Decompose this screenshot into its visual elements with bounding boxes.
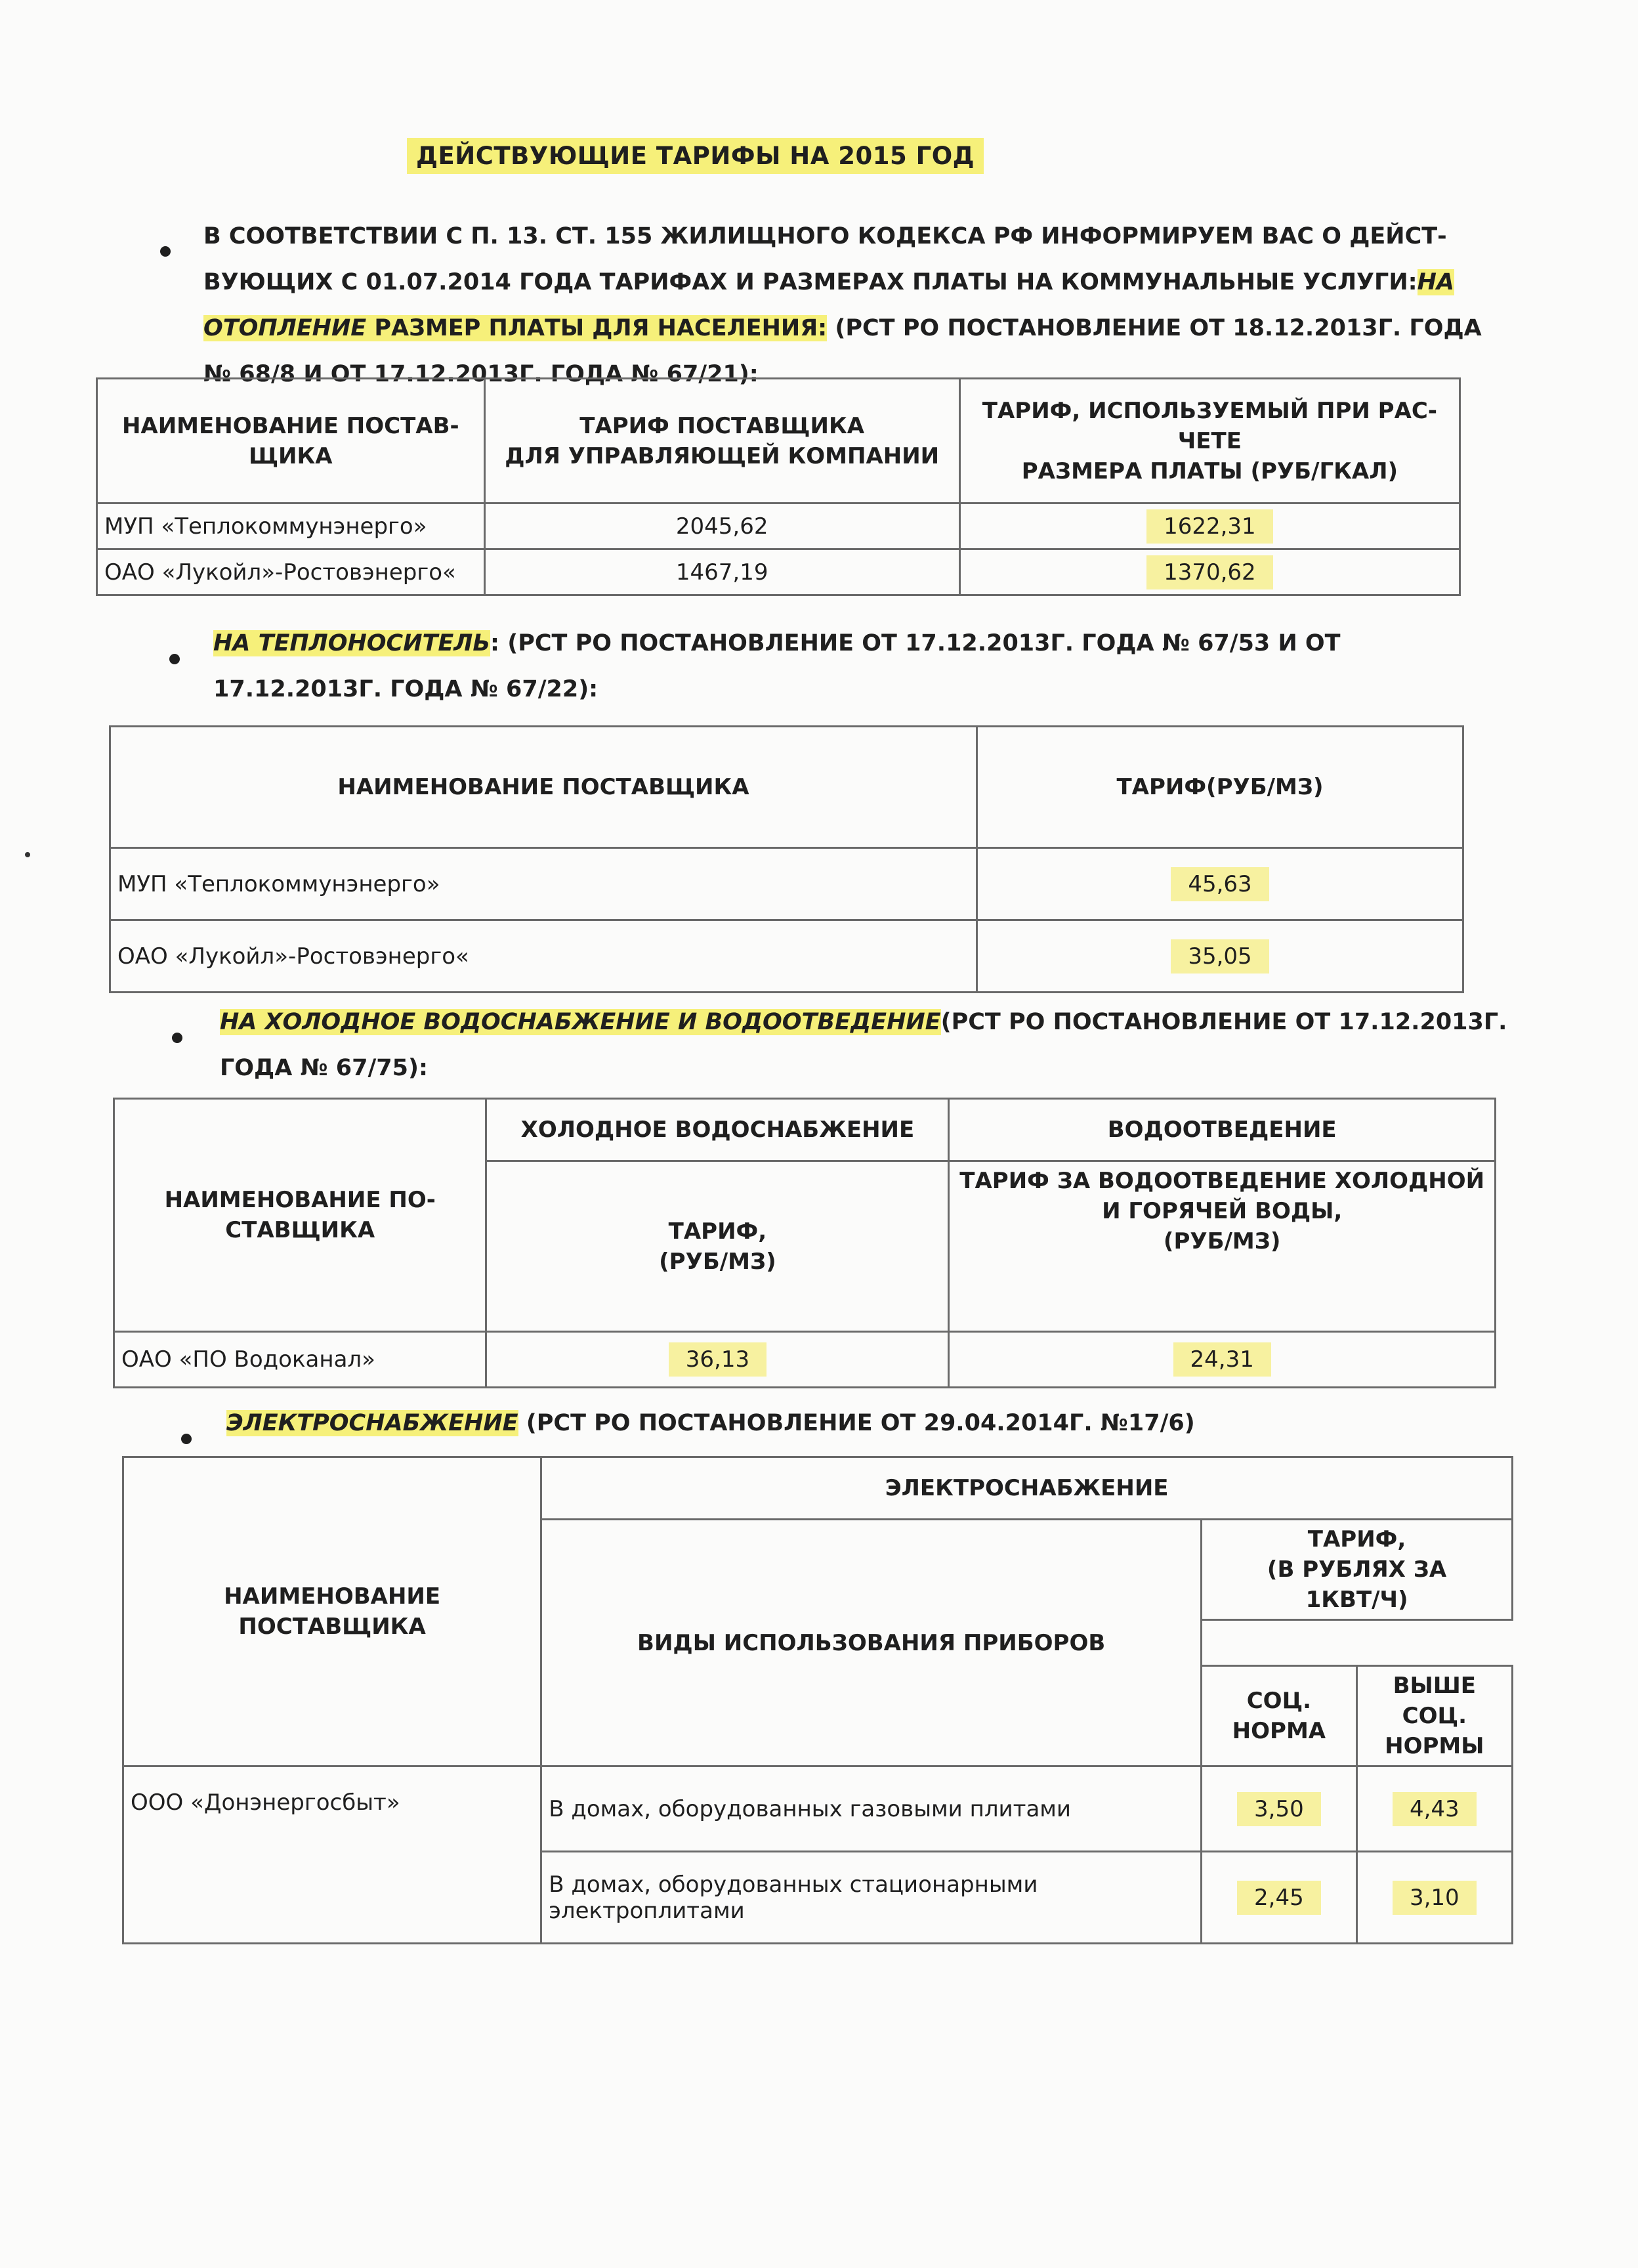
header-supplier: НАИМЕНОВАНИЕ ПОСТАВ- ЩИКА [97, 379, 485, 503]
header-tariff: ТАРИФ, ИСПОЛЬЗУЕМЫЙ ПРИ РАС- ЧЕТЕ РАЗМЕРА ПЛАТЫ (РУБ/ГКАЛ) [959, 379, 1460, 503]
water-paragraph: НА ХОЛОДНОЕ ВОДОСНАБЖЕНИЕ И ВОДООТВЕДЕНИЕ(РСТ РО ПОСТАНОВЛЕНИЕ ОТ 17.12.2013Г. ГОДА № 67/75): [220, 1009, 1507, 1081]
table-row [110, 920, 1463, 993]
header-drain-tariff: ТАРИФ ЗА ВОДООТВЕДЕНИЕ ХОЛОДНОЙ И ГОРЯЧЕЙ ВОДЫ, (РУБ/МЗ) [949, 1161, 1496, 1332]
usage-type: В домах, оборудованных газовыми плитами [541, 1766, 1202, 1852]
coolant-tariff-table [109, 725, 1464, 993]
intro-line-4: № 68/8 И ОТ 17.12.2013Г. ГОДА № 67/21): [203, 361, 759, 387]
table-row [110, 848, 1463, 920]
intro-paragraph [203, 213, 1482, 397]
tariff-value: 1370,62 [1146, 555, 1273, 589]
tariff-value: 1622,31 [1146, 509, 1273, 544]
bullet-4 [181, 1434, 192, 1444]
usage-type: В домах, оборудованных стационарными электроплитами [541, 1852, 1202, 1944]
header-drainage: ВОДООТВЕДЕНИЕ [949, 1099, 1496, 1161]
tariff-value: 45,63 [1171, 867, 1269, 901]
water-tariff-table [113, 1098, 1496, 1388]
intro-line-3: ОТОПЛЕНИЕ РАЗМЕР ПЛАТЫ ДЛЯ НАСЕЛЕНИЯ: (РСТ РО ПОСТАНОВЛЕНИЕ ОТ 18.12.2013Г. ГОДА [203, 315, 1482, 341]
intro-line-2: ВУЮЩИХ С 01.07.2014 ГОДА ТАРИФАХ И РАЗМЕРАХ ПЛАТЫ НА КОММУНАЛЬНЫЕ УСЛУГИ:НА [203, 269, 1455, 295]
electric-tariff-table [122, 1456, 1513, 1944]
social-norm-value: 3,50 [1237, 1792, 1321, 1826]
header-above-norm: ВЫШЕ СОЦ. НОРМЫ [1356, 1666, 1512, 1766]
header-usage-type: ВИДЫ ИСПОЛЬЗОВАНИЯ ПРИБОРОВ [541, 1520, 1202, 1766]
supplier-name: ОАО «Лукойл»-Ростовэнерго« [110, 920, 977, 993]
bullet-3 [172, 1033, 182, 1043]
header-tariff: ТАРИФ, (В РУБЛЯХ ЗА 1КВТ/Ч) [1202, 1520, 1513, 1620]
supplier-name: МУП «Теплокоммунэнерго» [97, 503, 485, 549]
above-norm-value: 4,43 [1393, 1792, 1477, 1826]
supplier-tariff-value: 1467,19 [675, 559, 768, 586]
social-norm-value: 2,45 [1237, 1881, 1321, 1915]
supplier-name: ОАО «Лукойл»-Ростовэнерго« [97, 549, 485, 595]
header-cold-water: ХОЛОДНОЕ ВОДОСНАБЖЕНИЕ [486, 1099, 949, 1161]
table-row [97, 503, 1460, 549]
supplier-name: ОАО «ПО Водоканал» [114, 1332, 486, 1388]
document-title: ДЕЙСТВУЮЩИЕ ТАРИФЫ НА 2015 ГОД [407, 138, 984, 174]
bullet-2 [169, 654, 180, 664]
scan-speck [25, 852, 30, 857]
header-supplier: НАИМЕНОВАНИЕ ПОСТАВЩИКА [123, 1457, 541, 1766]
tariff-value: 35,05 [1171, 939, 1269, 974]
supplier-name: МУП «Теплокоммунэнерго» [110, 848, 977, 920]
electric-paragraph: ЭЛЕКТРОСНАБЖЕНИЕ (РСТ РО ПОСТАНОВЛЕНИЕ ОТ 29.04.2014Г. №17/6) [226, 1410, 1195, 1436]
drain-tariff-value: 24,31 [1173, 1342, 1271, 1377]
above-norm-value: 3,10 [1393, 1881, 1477, 1915]
header-supplier: НАИМЕНОВАНИЕ ПО- СТАВЩИКА [114, 1099, 486, 1332]
header-tariff: ТАРИФ(РУБ/МЗ) [977, 727, 1463, 848]
cold-tariff-value: 36,13 [669, 1342, 766, 1377]
table-row [114, 1332, 1496, 1388]
header-social-norm: СОЦ. НОРМА [1202, 1666, 1357, 1766]
coolant-paragraph: НА ТЕПЛОНОСИТЕЛЬ: (РСТ РО ПОСТАНОВЛЕНИЕ ОТ 17.12.2013Г. ГОДА № 67/53 И ОТ 17.12.2013Г. ГОДА № 67/22): [213, 630, 1341, 702]
supplier-name: ООО «Донэнергосбыт» [123, 1766, 541, 1944]
header-supplier: НАИМЕНОВАНИЕ ПОСТАВЩИКА [110, 727, 977, 848]
table-row [123, 1766, 1513, 1852]
header-supplier-tariff: ТАРИФ ПОСТАВЩИКА ДЛЯ УПРАВЛЯЮЩЕЙ КОМПАНИИ [484, 379, 959, 503]
header-electricity: ЭЛЕКТРОСНАБЖЕНИЕ [541, 1457, 1513, 1520]
bullet-1 [160, 246, 171, 257]
intro-line-1: В СООТВЕТСТВИИ С П. 13. СТ. 155 ЖИЛИЩНОГО КОДЕКСА РФ ИНФОРМИРУЕМ ВАС О ДЕЙСТ- [203, 223, 1447, 249]
header-cold-tariff: ТАРИФ, (РУБ/МЗ) [486, 1161, 949, 1332]
heating-tariff-table [96, 377, 1461, 596]
supplier-tariff-value: 2045,62 [675, 513, 768, 540]
table-row [97, 549, 1460, 595]
